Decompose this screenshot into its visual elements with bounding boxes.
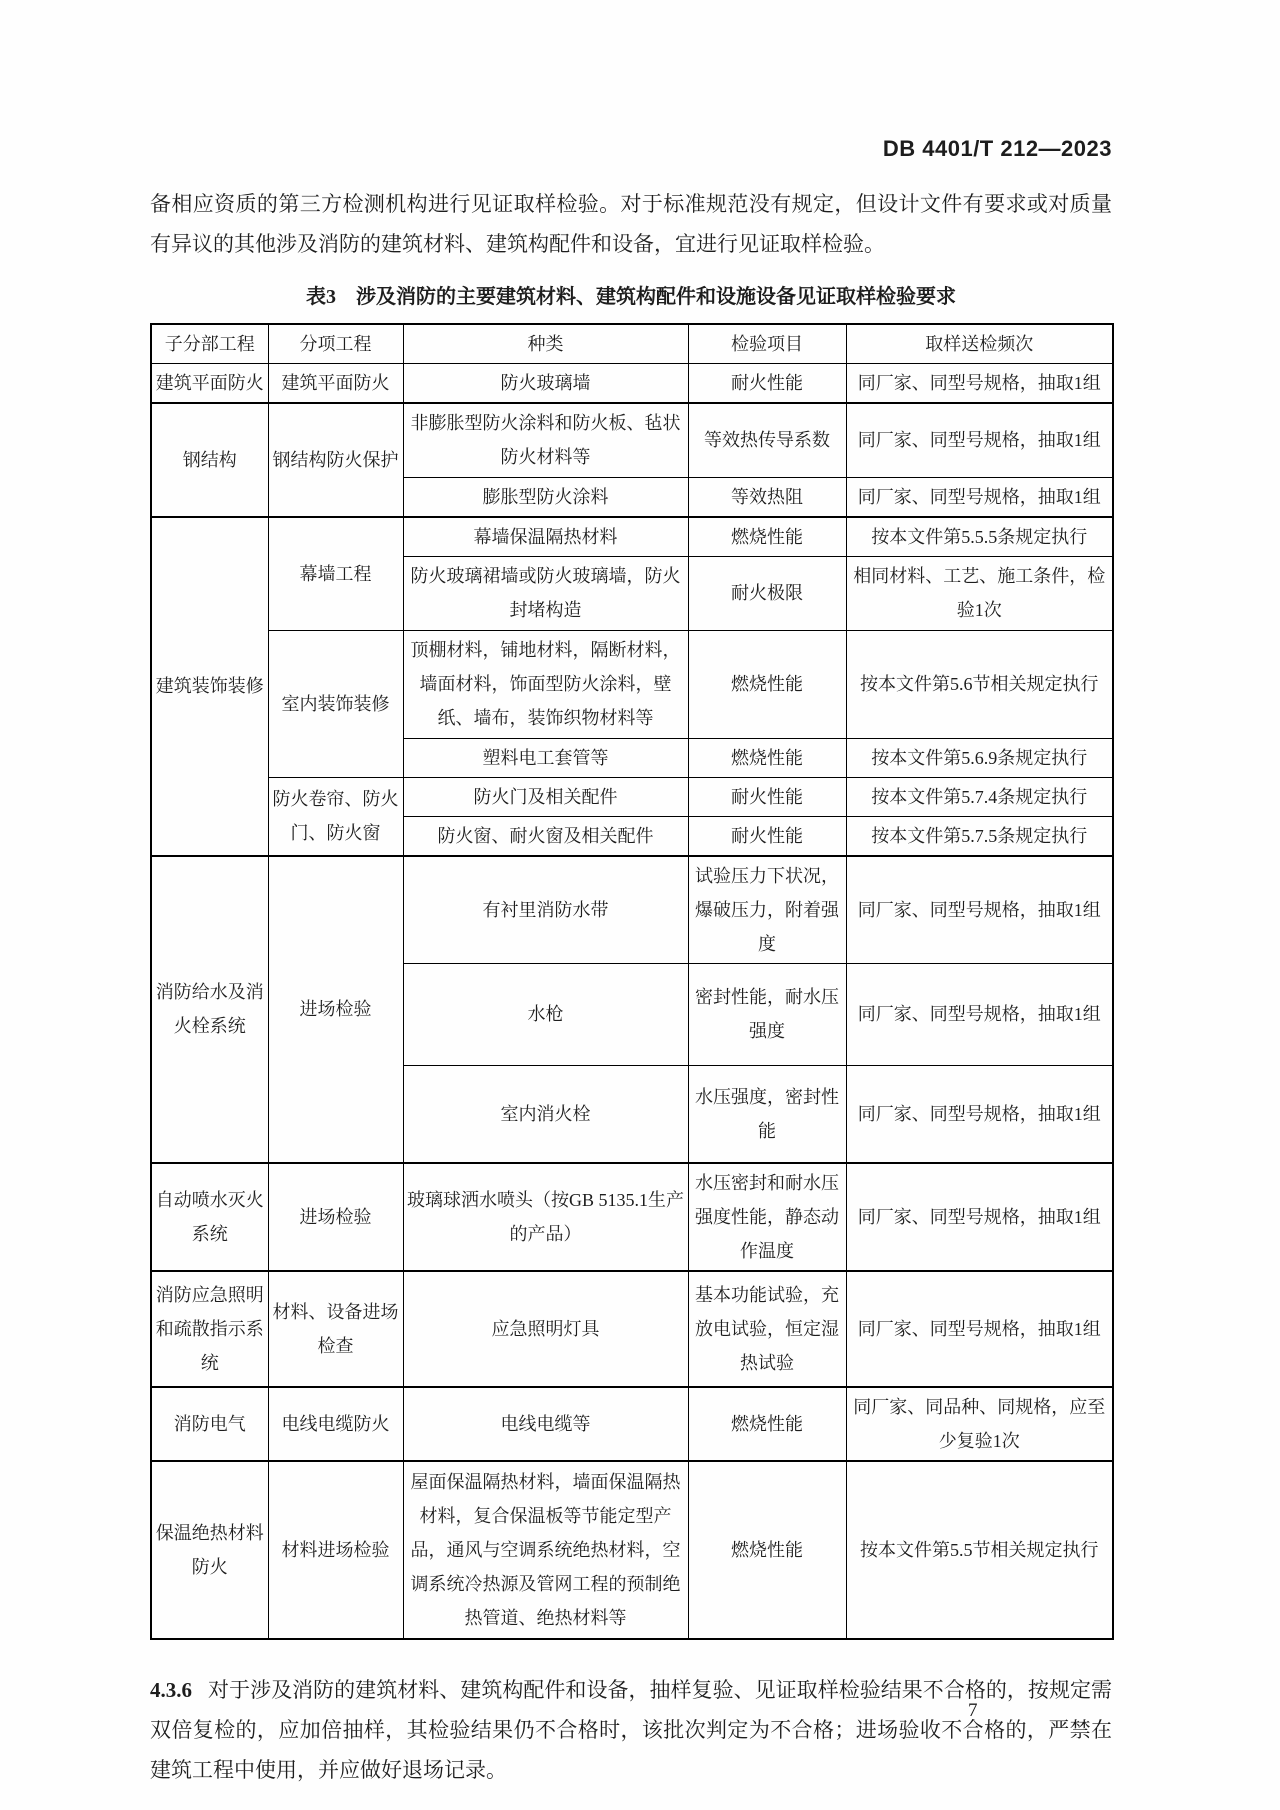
table-cell: 耐火性能 <box>688 816 846 856</box>
table-cell: 防火卷帘、防火门、防火窗 <box>268 777 403 856</box>
header-cell-sampling-frequency: 取样送检频次 <box>846 324 1113 364</box>
table-cell: 燃烧性能 <box>688 1461 846 1639</box>
table-cell: 应急照明灯具 <box>403 1271 688 1387</box>
closing-paragraph <box>150 1670 1112 1790</box>
table-cell: 同厂家、同型号规格，抽取1组 <box>846 1065 1113 1163</box>
table-cell: 消防应急照明和疏散指示系统 <box>151 1271 268 1387</box>
table-cell: 钢结构 <box>151 403 268 517</box>
table-cell: 屋面保温隔热材料，墙面保温隔热材料，复合保温板等节能定型产品，通风与空调系统绝热材料，空调系统冷热源及管网工程的预制绝热管道、绝热材料等 <box>403 1461 688 1639</box>
table-cell: 水压密封和耐水压强度性能，静态动作温度 <box>688 1163 846 1271</box>
table-cell: 同厂家、同品种、同规格，应至少复验1次 <box>846 1387 1113 1461</box>
table-cell: 基本功能试验，充放电试验，恒定湿热试验 <box>688 1271 846 1387</box>
table-cell: 消防给水及消火栓系统 <box>151 856 268 1164</box>
page-content <box>150 136 1112 1790</box>
table-cell: 按本文件第5.7.4条规定执行 <box>846 777 1113 816</box>
table-cell: 室内消火栓 <box>403 1065 688 1163</box>
table-cell: 水压强度，密封性能 <box>688 1065 846 1163</box>
table-cell: 燃烧性能 <box>688 738 846 777</box>
table-cell: 保温绝热材料防火 <box>151 1461 268 1639</box>
table-cell: 室内装饰装修 <box>268 630 403 777</box>
table-cell: 按本文件第5.7.5条规定执行 <box>846 816 1113 856</box>
table-cell: 同厂家、同型号规格，抽取1组 <box>846 364 1113 404</box>
table-cell: 顶棚材料，铺地材料，隔断材料，墙面材料，饰面型防火涂料，壁纸、墙布，装饰织物材料等 <box>403 630 688 738</box>
table-cell: 燃烧性能 <box>688 630 846 738</box>
table-row <box>151 1163 1113 1271</box>
table-cell: 进场检验 <box>268 1163 403 1271</box>
table-row <box>151 630 1113 738</box>
table-cell: 电线电缆等 <box>403 1387 688 1461</box>
table-cell: 防火玻璃裙墙或防火玻璃墙，防火封堵构造 <box>403 556 688 630</box>
page-number: 7 <box>968 1700 978 1721</box>
table-cell: 按本文件第5.5节相关规定执行 <box>846 1461 1113 1639</box>
table-cell: 有衬里消防水带 <box>403 856 688 964</box>
table-cell: 建筑平面防火 <box>151 364 268 404</box>
table-cell: 玻璃球洒水喷头（按GB 5135.1生产的产品） <box>403 1163 688 1271</box>
table-cell: 相同材料、工艺、施工条件，检验1次 <box>846 556 1113 630</box>
clause-number: 4.3.6 <box>150 1678 192 1702</box>
table-row <box>151 403 1113 477</box>
table-cell: 防火玻璃墙 <box>403 364 688 404</box>
table-row <box>151 1387 1113 1461</box>
table-cell: 进场检验 <box>268 856 403 1164</box>
table-cell: 防火门及相关配件 <box>403 777 688 816</box>
table-caption: 表3 涉及消防的主要建筑材料、建筑构配件和设施设备见证取样检验要求 <box>306 286 956 308</box>
table-row <box>151 1461 1113 1639</box>
table-cell: 耐火性能 <box>688 777 846 816</box>
table-cell: 同厂家、同型号规格，抽取1组 <box>846 403 1113 477</box>
table-cell: 同厂家、同型号规格，抽取1组 <box>846 1163 1113 1271</box>
header-cell-subdivision: 子分部工程 <box>151 324 268 364</box>
table-cell: 按本文件第5.5.5条规定执行 <box>846 517 1113 557</box>
table-row <box>151 517 1113 557</box>
table-cell: 等效热传导系数 <box>688 403 846 477</box>
table-row <box>151 1271 1113 1387</box>
table-cell: 试验压力下状况，爆破压力，附着强度 <box>688 856 846 964</box>
table-cell: 建筑平面防火 <box>268 364 403 404</box>
table-cell: 同厂家、同型号规格，抽取1组 <box>846 963 1113 1065</box>
table-cell: 防火窗、耐火窗及相关配件 <box>403 816 688 856</box>
table-cell: 水枪 <box>403 963 688 1065</box>
table-cell: 钢结构防火保护 <box>268 403 403 517</box>
table-cell: 幕墙工程 <box>268 517 403 631</box>
table-cell: 同厂家、同型号规格，抽取1组 <box>846 477 1113 517</box>
table-cell: 同厂家、同型号规格，抽取1组 <box>846 1271 1113 1387</box>
table-cell: 自动喷水灭火系统 <box>151 1163 268 1271</box>
table-cell: 消防电气 <box>151 1387 268 1461</box>
table-cell: 等效热阻 <box>688 477 846 517</box>
table-cell: 电线电缆防火 <box>268 1387 403 1461</box>
table-cell: 密封性能，耐水压强度 <box>688 963 846 1065</box>
table-cell: 材料、设备进场检查 <box>268 1271 403 1387</box>
table-cell: 膨胀型防火涂料 <box>403 477 688 517</box>
clause-text: 对于涉及消防的建筑材料、建筑构配件和设备，抽样复验、见证取样检验结果不合格的，按规定需双倍复检的，应加倍抽样，其检验结果仍不合格时，该批次判定为不合格；进场验收不合格的，严禁在建筑工程中使用，并应做好退场记录。 <box>150 1678 1112 1782</box>
intro-paragraph: 备相应资质的第三方检测机构进行见证取样检验。对于标准规范没有规定，但设计文件有要求或对质量有异议的其他涉及消防的建筑材料、建筑构配件和设备，宜进行见证取样检验。 <box>150 192 1112 256</box>
table-row <box>151 364 1113 404</box>
table-cell: 耐火性能 <box>688 364 846 404</box>
table-cell: 耐火极限 <box>688 556 846 630</box>
table-row <box>151 856 1113 964</box>
table-cell: 同厂家、同型号规格，抽取1组 <box>846 856 1113 964</box>
table-cell: 燃烧性能 <box>688 517 846 557</box>
table-cell: 非膨胀型防火涂料和防火板、毡状防火材料等 <box>403 403 688 477</box>
header-cell-subitem: 分项工程 <box>268 324 403 364</box>
table-cell: 塑料电工套管等 <box>403 738 688 777</box>
table-cell: 幕墙保温隔热材料 <box>403 517 688 557</box>
table-row <box>151 777 1113 816</box>
header-cell-inspection-item: 检验项目 <box>688 324 846 364</box>
table-cell: 按本文件第5.6.9条规定执行 <box>846 738 1113 777</box>
table-header-row <box>151 324 1113 364</box>
sampling-inspection-table <box>150 323 1114 1640</box>
table-cell: 按本文件第5.6节相关规定执行 <box>846 630 1113 738</box>
table-cell: 材料进场检验 <box>268 1461 403 1639</box>
document-number: DB 4401/T 212—2023 <box>882 136 1112 161</box>
table-cell: 建筑装饰装修 <box>151 517 268 856</box>
table-cell: 燃烧性能 <box>688 1387 846 1461</box>
header-cell-category: 种类 <box>403 324 688 364</box>
